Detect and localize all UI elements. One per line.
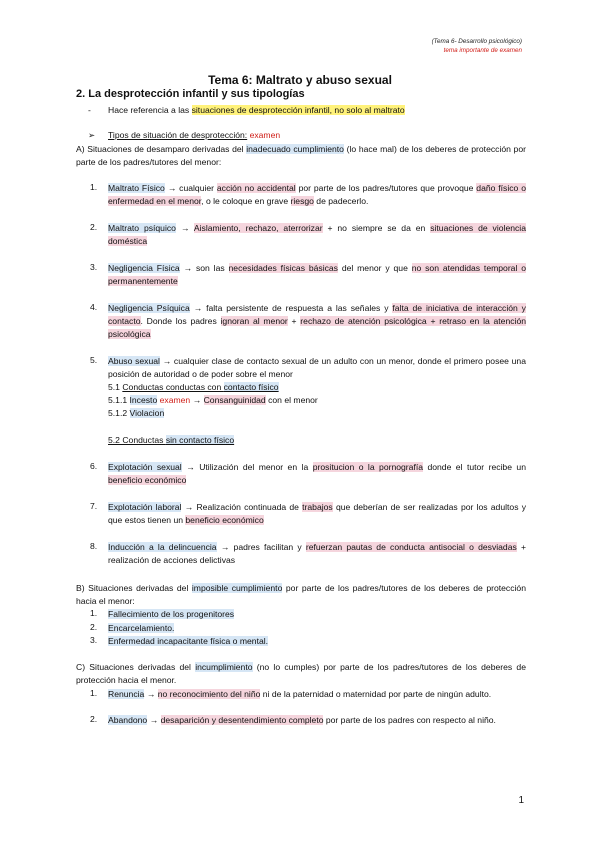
b-1: Fallecimiento de los progenitores (108, 609, 235, 619)
item-2-number: 2. (90, 222, 98, 232)
section-a: A) Situaciones de desamparo derivadas del inadecuado cumplimiento (lo hace mal) de los deberes de protección por parte de los padres/tutores del menor: (76, 144, 526, 167)
item-8-number: 8. (90, 541, 98, 551)
bullet-dash: - (88, 105, 91, 115)
item-3-number: 3. (90, 262, 98, 272)
item-8: Inducción a la delincuencia → padres facilitan y refuerzan pautas de conducta antisocial o desviadas + realización de acciones delictivas (108, 542, 526, 565)
c-1-number: 1. (90, 688, 98, 698)
page-title: Tema 6: Maltrato y abuso sexual (208, 73, 392, 87)
item-1-number: 1. (90, 182, 98, 192)
section-b: B) Situaciones derivadas del imposible cumplimiento por parte de los padres/tutores de los deberes de protección hacia el menor: (76, 583, 526, 606)
page-number: 1 (518, 795, 524, 806)
item-4: Negligencia Psíquica → falta persistente de respuesta a las señales y falta de iniciativa de interacción y contacto. Donde los padres ignoran al menor + rechazo de atención psicológica + retraso en la atención psicológica (108, 303, 527, 339)
item-5: Abuso sexual → cualquier clase de contacto sexual de un adulto con un menor, donde el primero posee una posición de autoridad o de poder sobre el menor (108, 356, 526, 379)
item-1: Maltrato Físico → cualquier acción no accidental por parte de los padres/tutores que provoque daño físico o enfermedad en el menor, o le coloque en grave riesgo de padecerlo. (108, 183, 526, 206)
b-2: Encarcelamiento. (108, 623, 175, 633)
item-4-number: 4. (90, 302, 98, 312)
item-2: Maltrato psíquico → Aislamiento, rechazo, aterrorizar + no siempre se da en situaciones de violencia doméstica (108, 223, 526, 246)
header-topic: (Tema 6- Desarrollo psicológico) (431, 38, 522, 45)
section-heading: 2. La desprotección infantil y sus tipologías (76, 88, 305, 100)
item-5-2: 5.2 Conductas sin contacto físico (108, 435, 235, 445)
item-5-1-1: 5.1.1 Incesto examen → Consanguinidad con el menor (108, 395, 318, 405)
item-7-number: 7. (90, 501, 98, 511)
c-2: Abandono → desaparición y desentendimiento completo por parte de los padres con respecto al niño. (108, 715, 496, 725)
item-3: Negligencia Física → son las necesidades físicas básicas del menor y que no son atendidas temporal o permanentemente (108, 263, 527, 286)
bullet-text: Hace referencia a las situaciones de desprotección infantil, no solo al maltrato (108, 105, 405, 115)
item-5-1: 5.1 Conductas conductas con contacto físico (108, 382, 279, 392)
item-6-number: 6. (90, 461, 98, 471)
arrow-icon: ➢ (88, 130, 96, 140)
b-2-number: 2. (90, 622, 98, 632)
b-3: Enfermedad incapacitante física o mental. (108, 636, 269, 646)
c-2-number: 2. (90, 714, 98, 724)
b-1-number: 1. (90, 608, 98, 618)
item-6: Explotación sexual → Utilización del menor en la prositucion o la pornografía donde el tutor recibe un beneficio económico (108, 462, 526, 485)
item-5-number: 5. (90, 355, 98, 365)
header-note: tema importante de examen (443, 47, 522, 54)
b-3-number: 3. (90, 635, 98, 645)
section-c: C) Situaciones derivadas del incumplimiento (no lo cumples) por parte de los padres/tutores de los deberes de protección hacia el menor. (76, 662, 526, 685)
item-5-1-2: 5.1.2 Violacion (108, 408, 165, 418)
item-7: Explotación laboral → Realización continuada de trabajos que deberían de ser realizadas por los adultos y que estos tienen un beneficio económico (108, 502, 526, 525)
c-1: Renuncia → no reconocimiento del niño ni de la paternidad o maternidad por parte de ningún adulto. (108, 689, 492, 699)
types-heading: Tipos de situación de desprotección: examen (108, 130, 281, 140)
